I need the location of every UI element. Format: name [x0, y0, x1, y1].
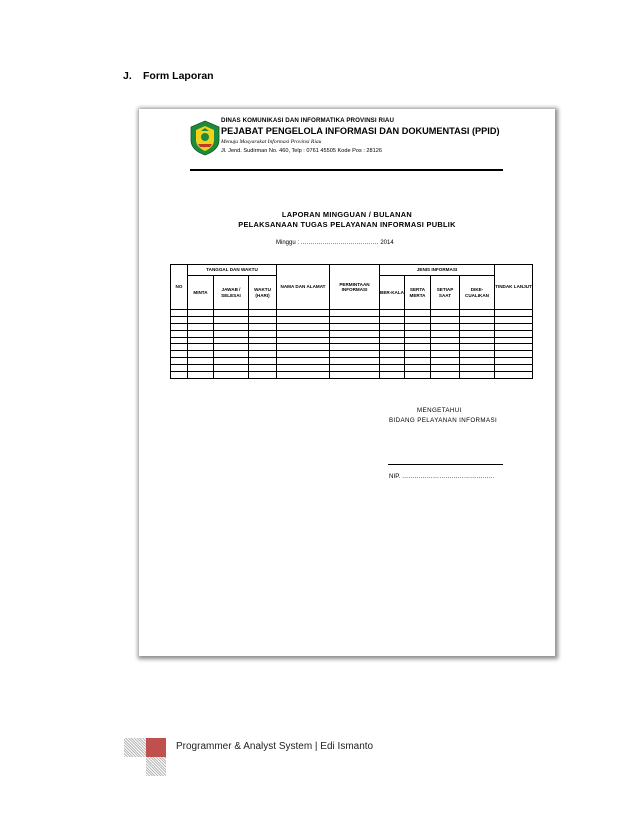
- table-row: [171, 351, 533, 358]
- table-cell: [171, 316, 188, 323]
- report-table-body: [171, 310, 533, 379]
- table-cell: [330, 358, 380, 365]
- section-letter: J.: [123, 70, 132, 82]
- table-cell: [495, 365, 533, 372]
- table-cell: [495, 323, 533, 330]
- ack-bidang: BIDANG PELAYANAN INFORMASI: [389, 417, 498, 424]
- table-cell: [495, 330, 533, 337]
- table-cell: [431, 337, 460, 344]
- table-cell: [277, 344, 330, 351]
- table-cell: [330, 344, 380, 351]
- table-cell: [460, 337, 495, 344]
- table-cell: [214, 365, 249, 372]
- table-cell: [495, 372, 533, 379]
- table-cell: [431, 358, 460, 365]
- table-cell: [380, 310, 405, 317]
- table-cell: [249, 372, 277, 379]
- letterhead-agency: DINAS KOMUNIKASI DAN INFORMATIKA PROVINSI RIAU: [221, 117, 395, 124]
- table-cell: [380, 323, 405, 330]
- table-cell: [188, 365, 214, 372]
- header-waktu-hari: WAKTU (HARI): [249, 276, 277, 310]
- table-row: [171, 372, 533, 379]
- table-cell: [249, 351, 277, 358]
- table-cell: [188, 351, 214, 358]
- table-cell: [188, 372, 214, 379]
- table-cell: [277, 310, 330, 317]
- table-cell: [495, 316, 533, 323]
- table-row: [171, 330, 533, 337]
- table-row: [171, 337, 533, 344]
- table-cell: [249, 316, 277, 323]
- table-cell: [249, 365, 277, 372]
- header-jawab-selesai: JAWAB / SELESAI: [214, 276, 249, 310]
- report-week-line: Minggu : ………………………………… 2014: [276, 240, 394, 246]
- table-cell: [495, 310, 533, 317]
- header-tanggal-waktu: TANGGAL DAN WAKTU: [188, 265, 277, 276]
- table-cell: [171, 358, 188, 365]
- report-form-image: [139, 109, 555, 656]
- table-cell: [214, 358, 249, 365]
- table-cell: [277, 337, 330, 344]
- table-cell: [249, 344, 277, 351]
- table-cell: [188, 316, 214, 323]
- table-cell: [495, 351, 533, 358]
- header-serta-merta: SERTA MERTA: [405, 276, 431, 310]
- section-heading: [123, 70, 214, 82]
- table-cell: [460, 310, 495, 317]
- table-cell: [405, 316, 431, 323]
- header-setiap-saat: SETIAP SAAT: [431, 276, 460, 310]
- table-cell: [277, 323, 330, 330]
- section-title: Form Laporan: [143, 70, 214, 82]
- table-cell: [495, 358, 533, 365]
- table-cell: [460, 358, 495, 365]
- table-cell: [188, 344, 214, 351]
- table-cell: [171, 351, 188, 358]
- table-row: [171, 365, 533, 372]
- header-jenis-informasi: JENIS INFORMASI: [380, 265, 495, 276]
- table-cell: [214, 337, 249, 344]
- table-cell: [171, 365, 188, 372]
- table-cell: [330, 337, 380, 344]
- table-cell: [460, 351, 495, 358]
- table-cell: [171, 372, 188, 379]
- table-cell: [277, 358, 330, 365]
- table-cell: [380, 372, 405, 379]
- table-cell: [405, 372, 431, 379]
- table-cell: [277, 351, 330, 358]
- table-cell: [214, 344, 249, 351]
- table-cell: [171, 310, 188, 317]
- table-cell: [431, 351, 460, 358]
- table-cell: [405, 365, 431, 372]
- table-cell: [380, 358, 405, 365]
- table-cell: [249, 330, 277, 337]
- table-cell: [495, 337, 533, 344]
- table-cell: [330, 310, 380, 317]
- header-dikecualikan: DIKE-CUALIKAN: [460, 276, 495, 310]
- table-cell: [330, 365, 380, 372]
- table-cell: [277, 365, 330, 372]
- table-cell: [171, 323, 188, 330]
- table-cell: [431, 310, 460, 317]
- table-cell: [171, 337, 188, 344]
- table-cell: [330, 330, 380, 337]
- header-minta: MINTA: [188, 276, 214, 310]
- table-cell: [277, 316, 330, 323]
- table-cell: [380, 344, 405, 351]
- table-row: [171, 344, 533, 351]
- footer-text: Programmer & Analyst System | Edi Ismanto: [176, 741, 374, 752]
- table-cell: [188, 358, 214, 365]
- table-cell: [431, 372, 460, 379]
- footer-pattern-block: [146, 757, 166, 776]
- table-cell: [330, 372, 380, 379]
- ack-mengetahui: MENGETAHUI: [417, 407, 462, 414]
- table-cell: [214, 351, 249, 358]
- table-cell: [277, 372, 330, 379]
- table-cell: [214, 372, 249, 379]
- table-cell: [460, 372, 495, 379]
- footer-accent-block: [146, 738, 166, 757]
- letterhead-divider: [190, 169, 503, 171]
- report-title-line2: PELAKSANAAN TUGAS PELAYANAN INFORMASI PUBLIK: [238, 220, 456, 229]
- table-cell: [330, 351, 380, 358]
- header-nama-alamat: NAMA DAN ALAMAT: [277, 265, 330, 310]
- table-cell: [249, 337, 277, 344]
- table-cell: [460, 330, 495, 337]
- header-berkala: BER-KALA: [380, 276, 405, 310]
- header-tindak-lanjut: TINDAK LANJUT: [495, 265, 533, 310]
- table-cell: [460, 344, 495, 351]
- table-cell: [405, 351, 431, 358]
- table-cell: [249, 358, 277, 365]
- table-cell: [405, 310, 431, 317]
- header-permintaan-informasi: PERMINTAAN INFORMASI: [330, 265, 380, 310]
- table-cell: [214, 316, 249, 323]
- table-cell: [460, 365, 495, 372]
- table-cell: [214, 323, 249, 330]
- table-cell: [380, 365, 405, 372]
- table-cell: [405, 323, 431, 330]
- table-cell: [431, 316, 460, 323]
- table-cell: [188, 337, 214, 344]
- table-row: [171, 323, 533, 330]
- table-cell: [214, 310, 249, 317]
- table-cell: [330, 323, 380, 330]
- letterhead-title: PEJABAT PENGELOLA INFORMASI DAN DOKUMENTASI (PPID): [221, 126, 500, 136]
- letterhead-address: Jl. Jend. Sudirman No. 460, Telp : 0761 45505 Kode Pos : 28126: [221, 147, 382, 154]
- signature-line: [388, 464, 503, 465]
- header-no: NO: [171, 265, 188, 310]
- table-cell: [214, 330, 249, 337]
- table-cell: [405, 330, 431, 337]
- table-row: [171, 316, 533, 323]
- table-cell: [380, 337, 405, 344]
- table-cell: [380, 316, 405, 323]
- table-cell: [249, 323, 277, 330]
- letterhead-motto: Menuju Masyarakat Informasi Provinsi Riau: [221, 139, 322, 145]
- table-cell: [380, 330, 405, 337]
- table-row: [171, 358, 533, 365]
- table-cell: [188, 330, 214, 337]
- table-cell: [431, 344, 460, 351]
- table-cell: [171, 344, 188, 351]
- table-cell: [171, 330, 188, 337]
- report-table: [170, 264, 533, 379]
- riau-province-emblem-icon: [189, 120, 221, 156]
- table-cell: [405, 337, 431, 344]
- footer-pattern-block: [124, 738, 146, 757]
- table-cell: [188, 323, 214, 330]
- table-cell: [249, 310, 277, 317]
- table-cell: [405, 344, 431, 351]
- nip-field: NIP. ………………………………………: [389, 473, 495, 480]
- table-cell: [188, 310, 214, 317]
- table-cell: [405, 358, 431, 365]
- report-title-line1: LAPORAN MINGGUAN / BULANAN: [281, 210, 413, 219]
- table-cell: [460, 323, 495, 330]
- table-cell: [460, 316, 495, 323]
- table-cell: [277, 330, 330, 337]
- table-cell: [431, 330, 460, 337]
- table-cell: [431, 323, 460, 330]
- table-cell: [495, 344, 533, 351]
- table-cell: [431, 365, 460, 372]
- table-cell: [330, 316, 380, 323]
- table-row: [171, 310, 533, 317]
- table-cell: [380, 351, 405, 358]
